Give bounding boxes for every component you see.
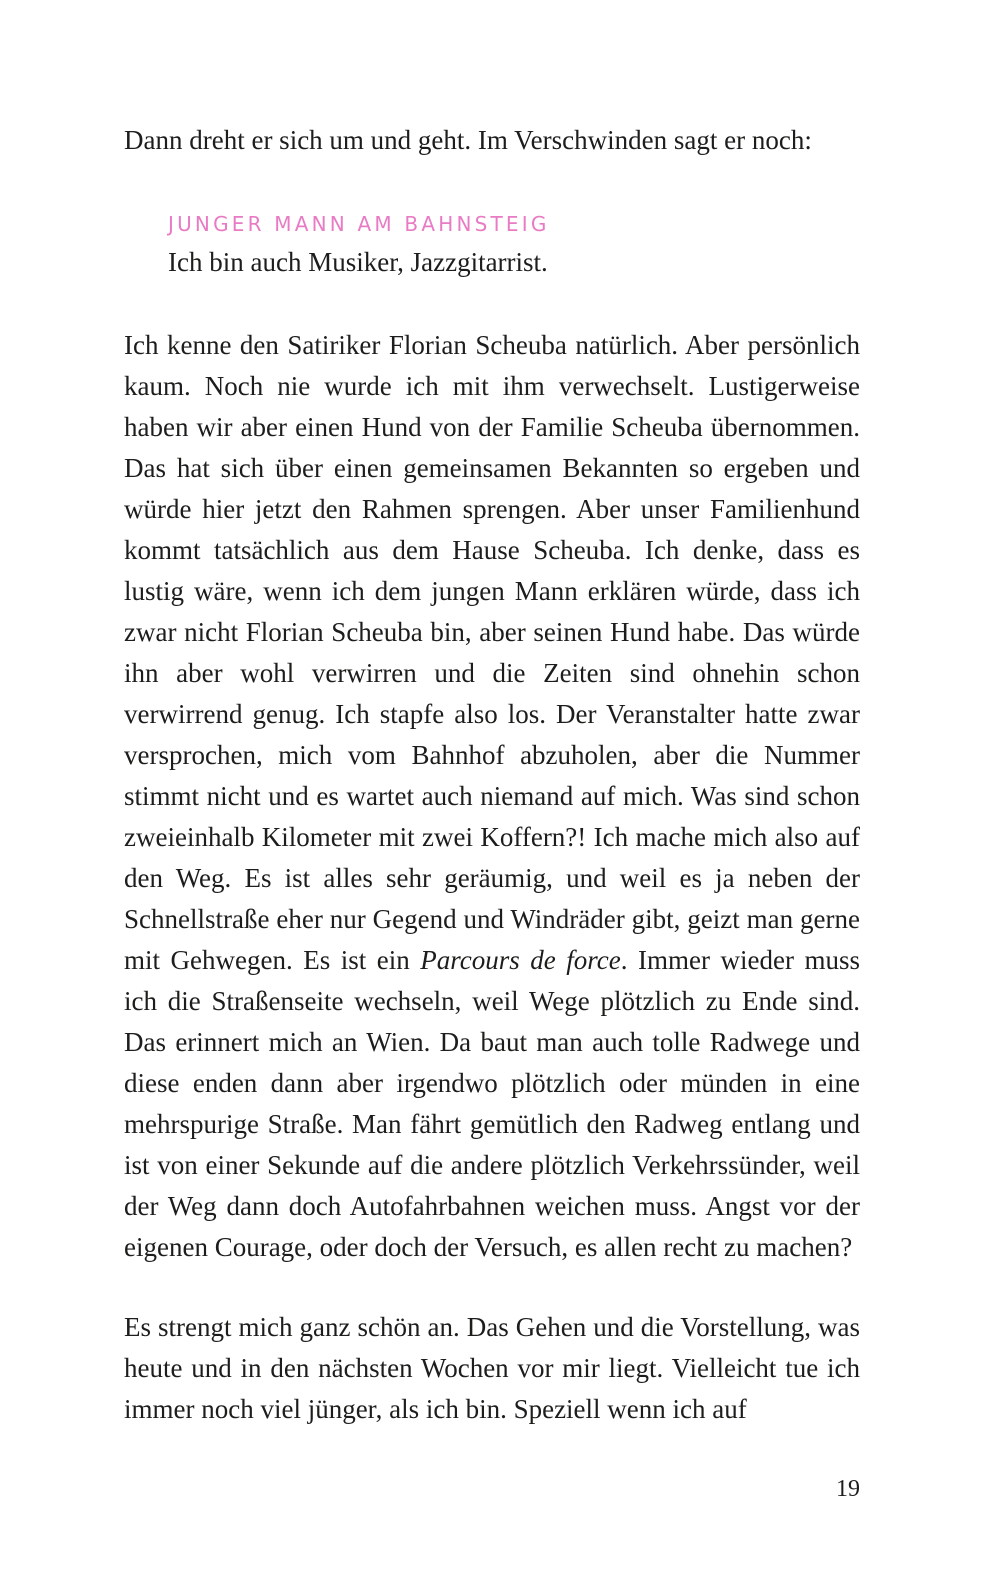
- body-paragraph-2: [124, 1307, 860, 1430]
- paragraph-2-text: Es strengt mich ganz schön an. Das Gehen und die Vorstellung, was heute und in den nächsten Wochen vor mir liegt. Vielleicht tue ich immer noch viel jünger, als ich bin. Speziell wenn ich auf: [124, 1312, 860, 1424]
- speaker-name: JUNGER MANN AM BAHNSTEIG: [168, 212, 550, 236]
- paragraph-1-text: [124, 325, 860, 1268]
- dialogue-block: [168, 206, 860, 283]
- paragraph-1-part-b: . Immer wieder muss ich die Straßenseite wechseln, weil Wege plötzlich zu Ende sind. Das erinnert mich an Wien. Da baut man auch tolle Radwege und diese enden dann aber irgendwo plötzlich oder münden in eine mehrspurige Straße. Man fährt gemütlich den Radweg entlang und ist von einer Sekunde auf die andere plötzlich Verkehrssünder, weil der Weg dann doch Autofahrbahnen weichen muss. Angst vor der eigenen Courage, oder doch der Versuch, es allen recht zu machen?: [124, 945, 860, 1262]
- paragraph-1-italic-phrase: Parcours de force: [420, 945, 621, 975]
- intro-paragraph: [124, 120, 860, 161]
- body-paragraph-1: [124, 325, 860, 1268]
- intro-text: Dann dreht er sich um und geht. Im Verschwinden sagt er noch:: [124, 125, 812, 155]
- paragraph-1-part-a: Ich kenne den Satiriker Florian Scheuba natürlich. Aber persönlich kaum. Noch nie wurde ich mit ihm verwechselt. Lustigerweise haben wir aber einen Hund von der Familie Scheuba übernommen. Das hat sich über einen gemeinsamen Bekannten so ergeben und würde hier jetzt den Rahmen sprengen. Aber unser Familienhund kommt tatsächlich aus dem Hause Scheuba. Ich denke, dass es lustig wäre, wenn ich dem jungen Mann erklären würde, dass ich zwar nicht Florian Scheuba bin, aber seinen Hund habe. Das würde ihn aber wohl verwirren und die Zeiten sind ohnehin schon verwirrend genug. Ich stapfe also los. Der Veranstalter hatte zwar versprochen, mich vom Bahnhof abzuholen, aber die Nummer stimmt nicht und es wartet auch niemand auf mich. Was sind schon zweieinhalb Kilometer mit zwei Koffern?! Ich mache mich also auf den Weg. Es ist alles sehr geräumig, und weil es ja neben der Schnellstraße eher nur Gegend und Windräder gibt, geizt man gerne mit Gehwegen. Es ist ein: [124, 330, 860, 975]
- page-number: 19: [836, 1476, 860, 1502]
- speaker-line: Ich bin auch Musiker, Jazzgitarrist.: [168, 247, 548, 277]
